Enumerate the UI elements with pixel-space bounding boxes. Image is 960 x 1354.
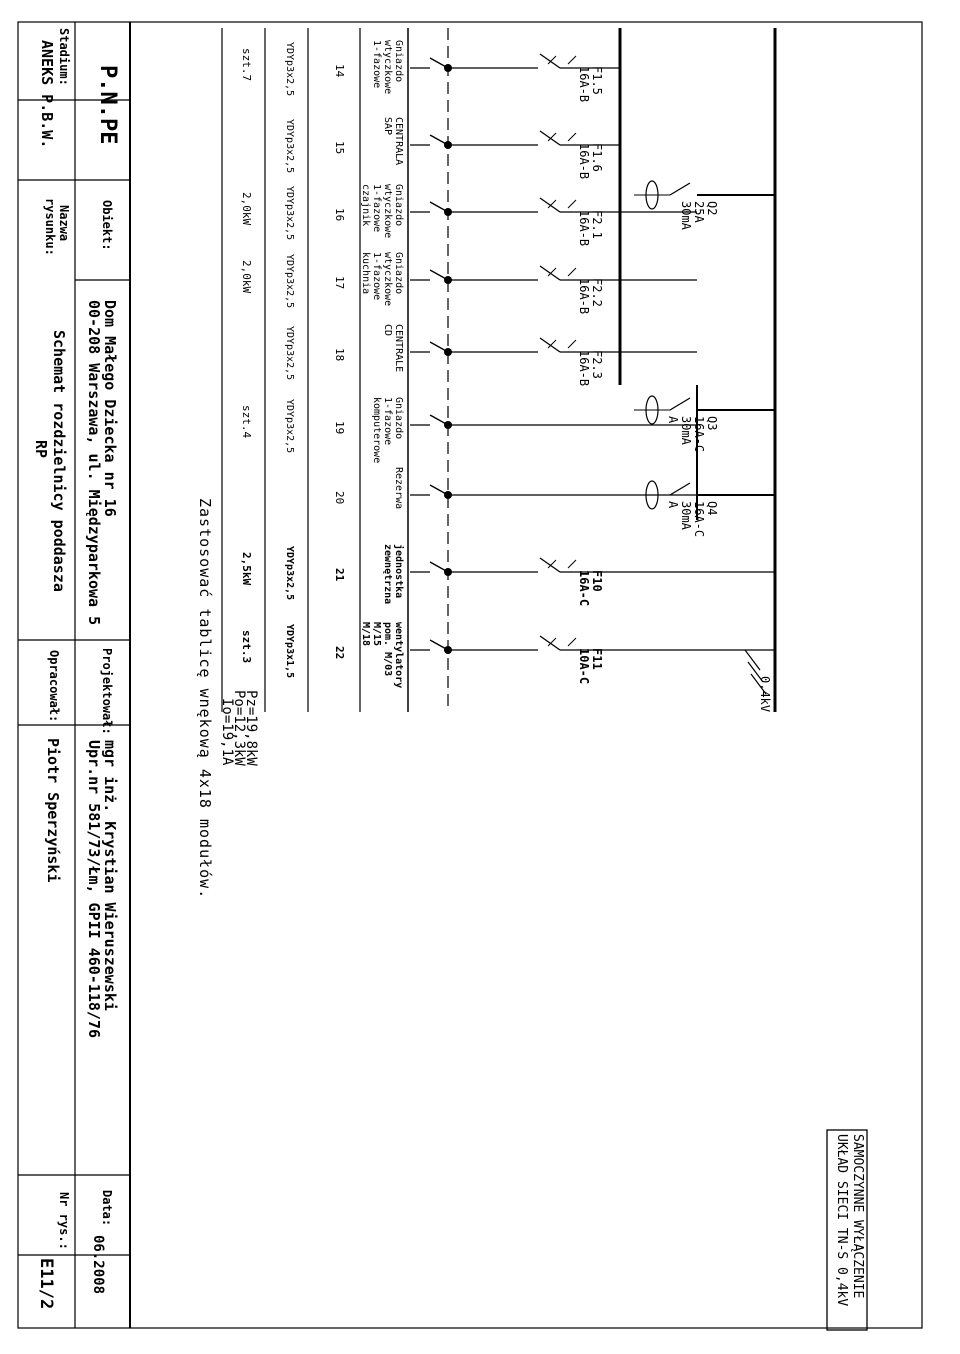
junction-dot bbox=[444, 348, 452, 356]
rcd-sensitivity: 30mA bbox=[679, 201, 693, 230]
circuit-load: 2,0kW bbox=[240, 192, 253, 226]
circuit-description: 1-fazowe bbox=[371, 252, 382, 301]
current-io: Io=19,1A bbox=[219, 698, 235, 766]
rcd-rating: 16A-C bbox=[692, 416, 706, 453]
rcd-rating: 25A bbox=[692, 201, 706, 223]
data-label: Data: bbox=[100, 1190, 114, 1227]
nr-label: Nr rys.: bbox=[57, 1192, 71, 1250]
circuit-description: M/15 bbox=[371, 622, 382, 647]
circuit-description: Gniazdo bbox=[393, 184, 404, 227]
circuit-load: 2,0kW bbox=[240, 260, 253, 294]
rcd-name: Q3 bbox=[705, 416, 719, 431]
circuit-number: 21 bbox=[333, 568, 346, 582]
breaker-label: F1.6 bbox=[590, 143, 604, 172]
circuit-description: CENTRALE bbox=[393, 324, 404, 373]
rcd-type: A bbox=[666, 416, 680, 424]
breaker-icon bbox=[540, 198, 560, 212]
circuit-number: 18 bbox=[333, 348, 346, 362]
stadium-label: Stadium: bbox=[57, 28, 71, 86]
circuit-number: 22 bbox=[333, 646, 346, 660]
circuit-description: wentylatory bbox=[393, 622, 404, 689]
rcd-sensitivity: 30mA bbox=[679, 501, 693, 530]
circuit-description: pom. M/03 bbox=[382, 622, 393, 677]
breaker-icon bbox=[540, 636, 560, 650]
junction-dot bbox=[444, 276, 452, 284]
breaker-icon bbox=[540, 338, 560, 352]
nazwa-label-2: rysunku: bbox=[43, 198, 57, 256]
circuit-description: komputerowe bbox=[371, 397, 382, 464]
circuit-number: 20 bbox=[333, 491, 346, 505]
breaker-rating: 16A-B bbox=[577, 143, 591, 180]
circuit-number: 16 bbox=[333, 208, 346, 222]
circuit-description: SAP bbox=[382, 117, 393, 136]
breaker-rating: 16A-B bbox=[577, 278, 591, 315]
cable-type: YDYp3x1,5 bbox=[284, 624, 295, 679]
breaker-rating: 10A-C bbox=[577, 648, 591, 685]
cable-type: YDYp3x2,5 bbox=[284, 326, 295, 381]
circuit-description: 1-fazowe bbox=[371, 40, 382, 89]
cable-type: YDYp3x2,5 bbox=[284, 42, 295, 97]
circuit-description: kuchnia bbox=[360, 252, 371, 295]
opracowal-label: Opracował: bbox=[47, 650, 61, 723]
breaker-label: F2.2 bbox=[590, 278, 604, 307]
breaker-rating: 16A-B bbox=[577, 350, 591, 387]
cable-type: YDYp3x2,5 bbox=[284, 119, 295, 174]
circuit-description: wtyczkowe bbox=[382, 40, 393, 95]
circuit-description: M/18 bbox=[360, 622, 371, 647]
breaker-icon bbox=[540, 266, 560, 280]
system-note-line-2: UKŁAD SIECI TN-S 0,4kV bbox=[834, 1134, 849, 1307]
obiekt-line-1: Dom Małego Dziecka nr 16 bbox=[101, 300, 119, 517]
rcd-sensitivity: 30mA bbox=[679, 416, 693, 445]
drawing-number: E11/2 bbox=[36, 1258, 56, 1310]
circuit-description: Gniazdo bbox=[393, 252, 404, 295]
breaker-arrow-icon bbox=[568, 340, 576, 348]
breaker-arrow-icon bbox=[568, 133, 576, 141]
circuit-description: CD bbox=[382, 324, 393, 337]
circuit-branch bbox=[410, 266, 697, 284]
breaker-icon bbox=[540, 558, 560, 572]
junction-dot bbox=[444, 64, 452, 72]
cable-type: YDYp3x2,5 bbox=[284, 546, 295, 601]
rcd-type: A bbox=[666, 501, 680, 509]
author-name: Piotr Sperzyński bbox=[44, 738, 62, 883]
circuit-description: CENTRALA bbox=[393, 117, 404, 166]
breaker-arrow-icon bbox=[568, 56, 576, 64]
obiekt-line-2: 00-208 Warszawa, ul. Międzyparkowa 5 bbox=[85, 300, 103, 626]
obiekt-label: Obiekt: bbox=[100, 200, 114, 251]
circuit-branch bbox=[410, 338, 697, 356]
breaker-rating: 16A-B bbox=[577, 66, 591, 103]
circuit-branch bbox=[410, 198, 697, 216]
circuit-load: szt.4 bbox=[240, 405, 253, 439]
circuit-branch bbox=[410, 415, 697, 429]
breaker-icon bbox=[540, 54, 560, 68]
circuit-description: wtyczkowe bbox=[382, 184, 393, 239]
circuit-load: szt.7 bbox=[240, 48, 253, 82]
circuit-description: wtyczkowe bbox=[382, 252, 393, 307]
junction-dot bbox=[444, 141, 452, 149]
junction-dot bbox=[444, 208, 452, 216]
breaker-label: F1.5 bbox=[590, 66, 604, 95]
drawing-name-code: RP bbox=[32, 440, 50, 459]
stadium-value: ANEKS P.B.W. bbox=[38, 40, 56, 149]
nazwa-label-1: Nazwa bbox=[57, 205, 71, 242]
circuit-description: zewnętrzna bbox=[382, 544, 393, 605]
circuit-description: 1-fazowe bbox=[371, 184, 382, 233]
circuit-table-grid bbox=[222, 28, 408, 712]
breaker-icon bbox=[540, 131, 560, 145]
junction-dot bbox=[444, 568, 452, 576]
junction-dot bbox=[444, 491, 452, 499]
breaker-arrow-icon bbox=[568, 200, 576, 208]
breaker-rating: 16A-C bbox=[577, 570, 591, 607]
designer-name: mgr inż. Krystian Wieruszewski bbox=[101, 740, 119, 1011]
circuit-number: 17 bbox=[333, 276, 346, 290]
rcd-contact-icon bbox=[670, 183, 690, 195]
system-note-line-1: SAMOCZYNNE WYŁĄCZENIE bbox=[850, 1134, 865, 1299]
cable-type: YDYp3x2,5 bbox=[284, 399, 295, 454]
rcd-name: Q2 bbox=[705, 201, 719, 216]
breaker-arrow-icon bbox=[568, 268, 576, 276]
circuit-branch bbox=[410, 485, 697, 499]
circuit-description: Gniazdo bbox=[393, 40, 404, 83]
breaker-rating: 16A-B bbox=[577, 210, 591, 247]
breaker-label: F2.3 bbox=[590, 350, 604, 379]
junction-dot bbox=[444, 421, 452, 429]
cable-type: YDYp3x2,5 bbox=[284, 254, 295, 309]
circuit-description: Rezerwa bbox=[393, 467, 404, 510]
circuit-description: czajnik bbox=[360, 184, 371, 227]
sheet-frame bbox=[18, 22, 922, 1328]
circuit-number: 19 bbox=[333, 421, 346, 435]
rcd-rating: 16A-C bbox=[692, 501, 706, 538]
cable-type: YDYp3x2,5 bbox=[284, 186, 295, 241]
circuit-number: 14 bbox=[333, 64, 346, 78]
breaker-arrow-icon bbox=[568, 638, 576, 646]
circuit-load: szt.3 bbox=[240, 630, 253, 664]
circuit-description: jednostka bbox=[393, 544, 404, 599]
circuit-number: 15 bbox=[333, 141, 346, 155]
breaker-label: F2.1 bbox=[590, 210, 604, 239]
circuit-description: Gniazdo bbox=[393, 397, 404, 440]
rcd-contact-icon bbox=[670, 398, 690, 410]
breaker-arrow-icon bbox=[568, 560, 576, 568]
rcd-name: Q4 bbox=[705, 501, 719, 516]
power-po: Po=12,3kW bbox=[231, 690, 247, 766]
company-name: P.N.PE bbox=[95, 65, 120, 145]
drawing-name: Schemat rozdzielnicy poddasza bbox=[50, 330, 68, 592]
date-value: 06.2008 bbox=[90, 1235, 106, 1295]
power-pz: Pz=19,8kW bbox=[243, 690, 259, 766]
circuit-load: 2,5kW bbox=[240, 552, 253, 586]
designer-license: Upr.nr 581/73/Łm, GPII 460-118/76 bbox=[85, 740, 103, 1039]
installation-note: Zastosować tablicę wnękową 4x18 modułów. bbox=[196, 498, 214, 900]
rcd-contact-icon bbox=[670, 483, 690, 495]
rcd-symbols bbox=[634, 181, 693, 509]
circuit-description: 1-fazowe bbox=[382, 397, 393, 446]
breaker-label: F10 bbox=[590, 570, 604, 592]
projektowal-label: Projektował: bbox=[100, 648, 114, 735]
breaker-label: F11 bbox=[590, 648, 604, 670]
junction-dot bbox=[444, 646, 452, 654]
voltage-label: 0,4kV bbox=[758, 676, 772, 713]
